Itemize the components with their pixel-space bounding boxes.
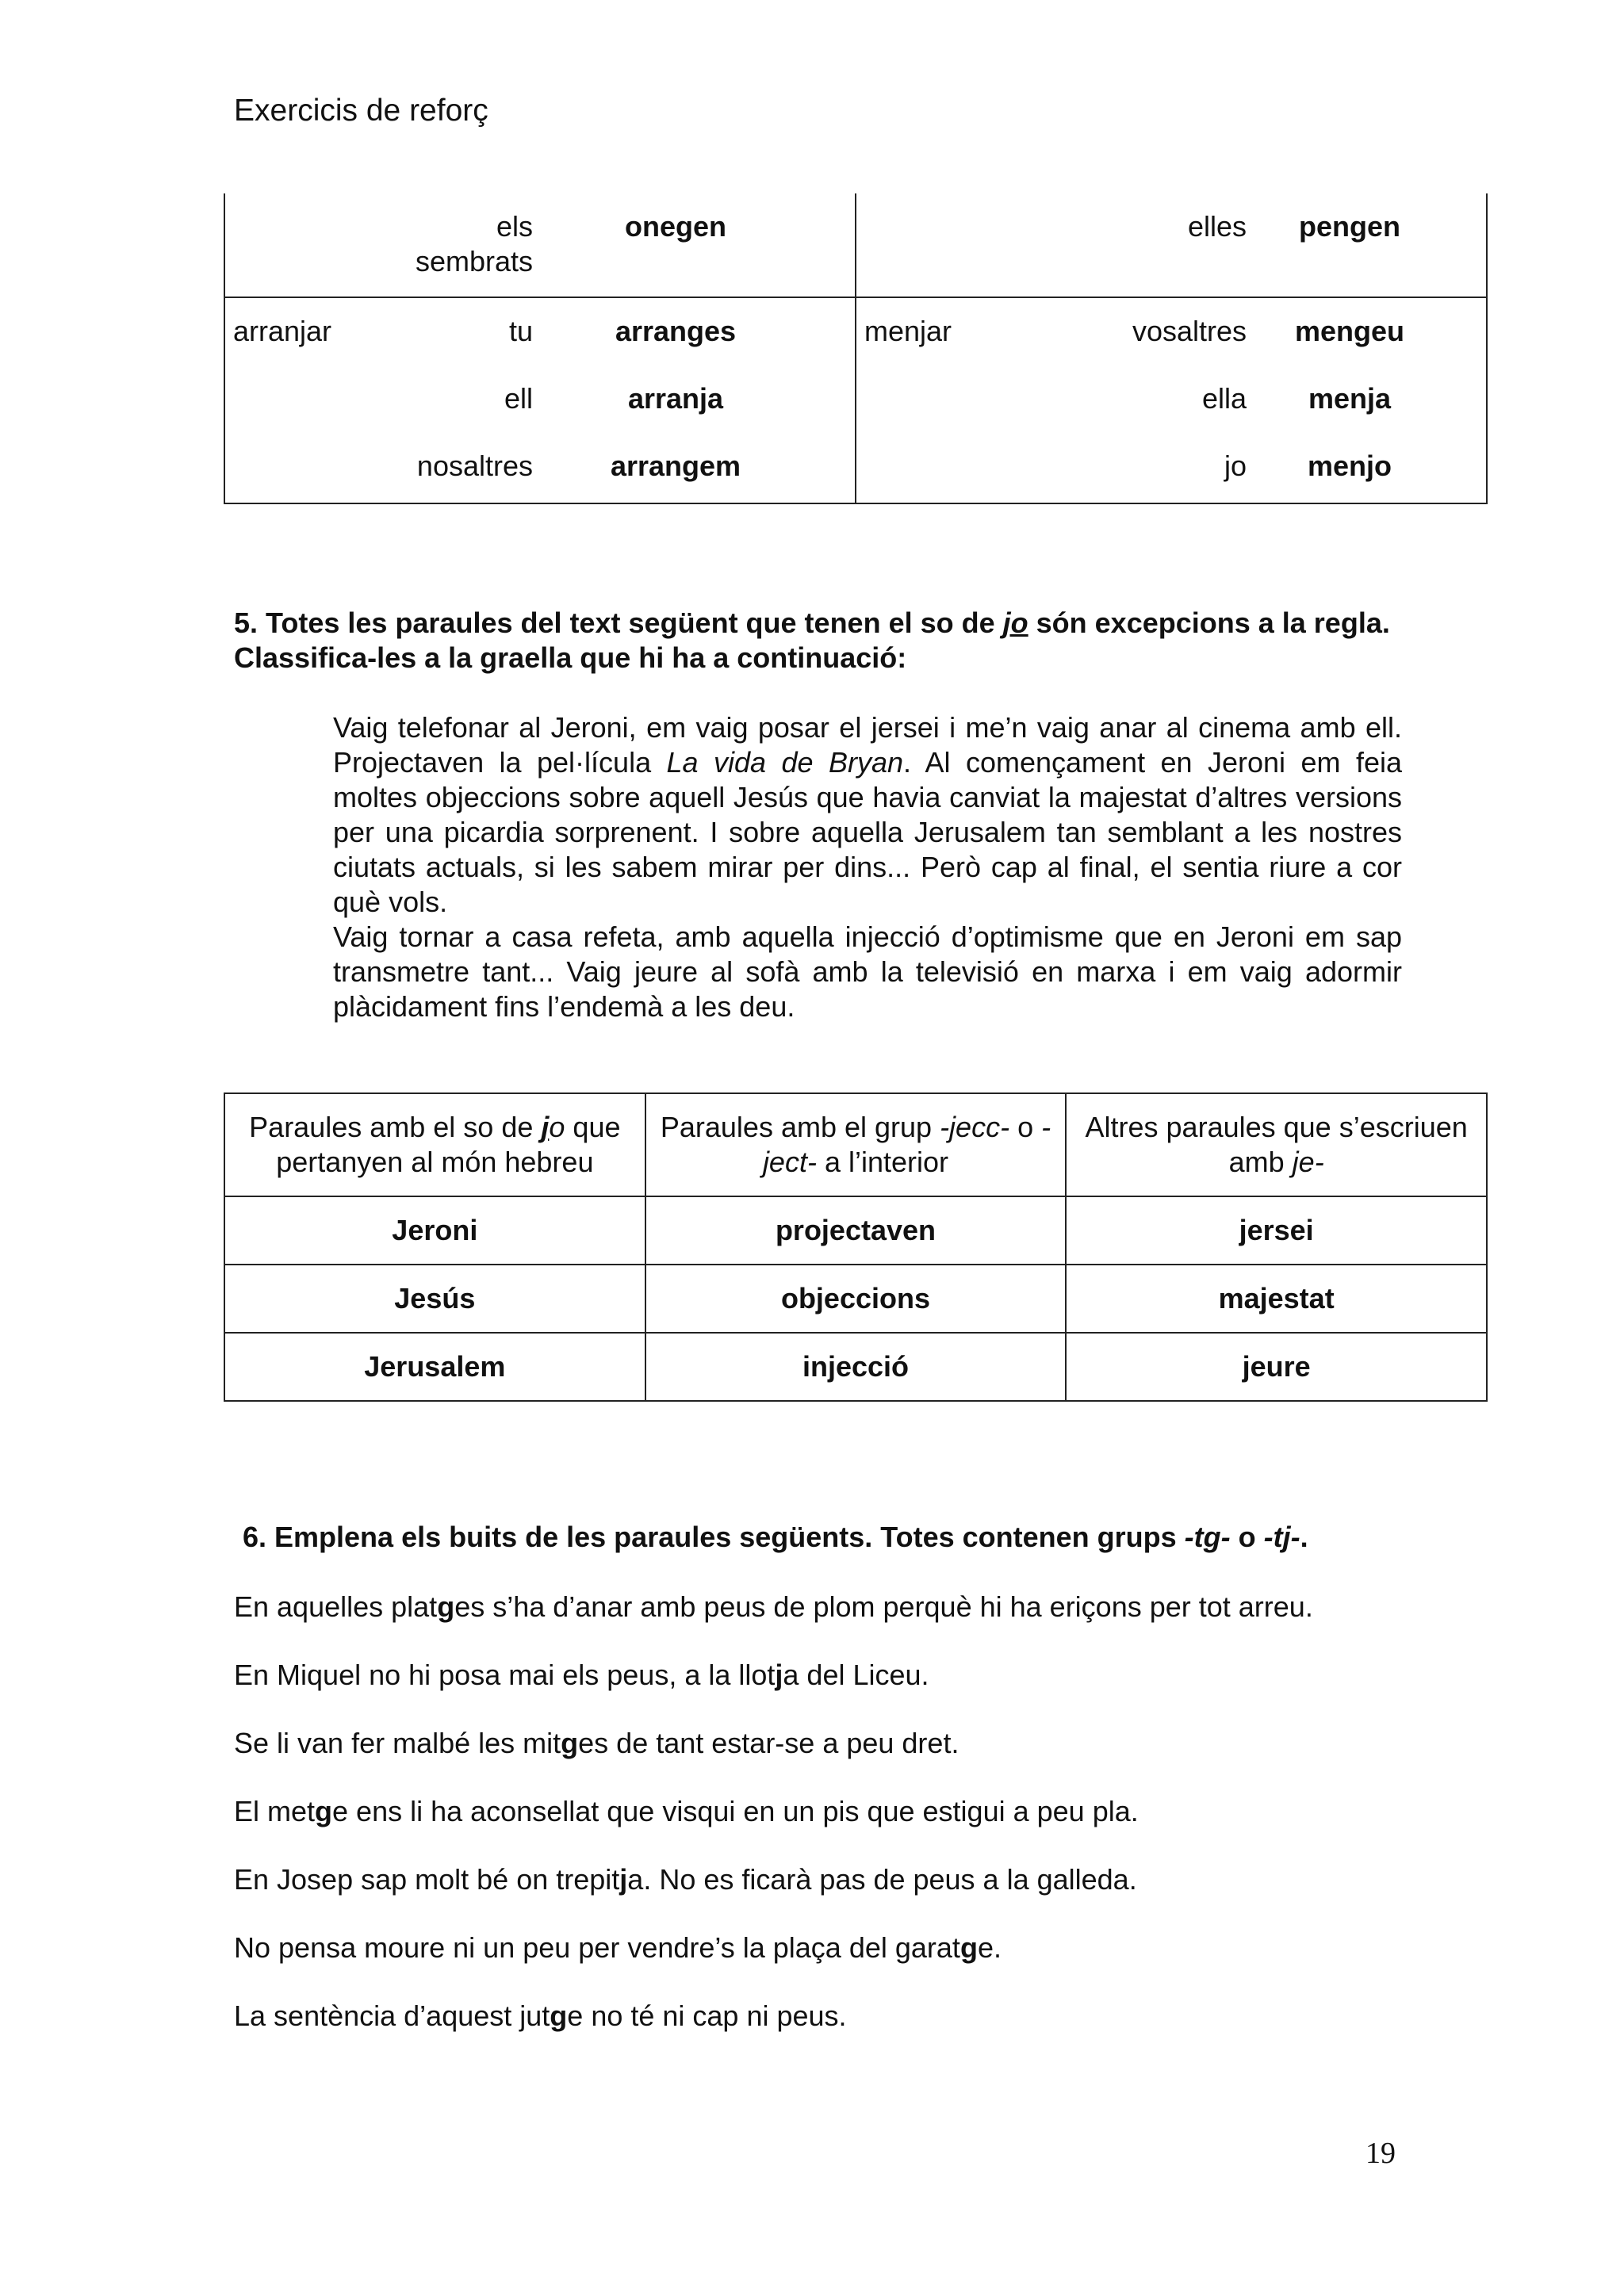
sentence-text: El met	[234, 1795, 316, 1827]
conjugation-table	[224, 193, 1488, 504]
instruction-emphasis: -tg-	[1184, 1521, 1231, 1553]
table-cell: objeccions	[645, 1265, 1067, 1333]
sentence-text: a. No es ficarà pas de peus a la galleda.	[627, 1863, 1137, 1896]
sentence-text: a del Liceu.	[783, 1659, 929, 1691]
pronoun-cell: ell	[504, 382, 533, 415]
verb-form-cell: arranja	[627, 382, 724, 415]
sentence-text: En aquelles plat	[234, 1590, 438, 1623]
header-text: o	[1009, 1111, 1042, 1143]
sentence-text: En Miquel no hi posa mai els peus, a la llot	[234, 1659, 776, 1691]
exercise-sentence	[234, 1863, 1137, 1896]
sentence-text: No pensa moure ni un peu per vendre’s la plaça del garat	[234, 1931, 960, 1964]
pronoun-cell: tu	[508, 315, 533, 347]
column-header-hebrew	[224, 1093, 645, 1196]
filled-blank: g	[550, 1999, 568, 2032]
pronoun-cell: ella	[1201, 382, 1247, 415]
infinitive-cell: arranjar	[233, 315, 332, 347]
table-row	[224, 1265, 1487, 1333]
verb-form-cell: onegen	[624, 210, 726, 243]
filled-blank: g	[959, 1931, 978, 1964]
infinitive-cell: menjar	[864, 315, 952, 347]
passage-text: . Al començament en Jeroni em feia moltes objeccions sobre aquell Jesús que havia canviat la majestat d’altres versions per una picardia sorprenent. I sobre aquella Jerusalem tan semblant a les nostres ciutats actuals, si les sabem mirar per dins... Però cap al final, el sentia riure a cor què vols.	[333, 746, 1402, 918]
table-cell: jersei	[1066, 1196, 1487, 1265]
exercise-sentence	[234, 1795, 1139, 1828]
table-border-bottom	[224, 503, 1488, 504]
column-header-je	[1066, 1093, 1487, 1196]
exercise-sentence	[234, 1727, 959, 1760]
instruction-text: .	[1300, 1521, 1308, 1553]
header-text: a l’interior	[816, 1146, 949, 1178]
pronoun-cell: vosaltres	[1132, 315, 1247, 347]
instruction-emphasis: -tj-	[1263, 1521, 1300, 1553]
verb-form-cell: arrangem	[610, 450, 741, 482]
exercise-sentence	[234, 1590, 1313, 1624]
table-border-middle	[855, 193, 856, 504]
verb-form-cell: menjo	[1307, 450, 1392, 482]
film-title: La vida de Bryan	[666, 746, 904, 779]
sentence-text: e ens li ha aconsellat que visqui en un pis que estigui a peu pla.	[332, 1795, 1139, 1827]
page-number: 19	[1365, 2137, 1396, 2170]
sentence-text: e.	[977, 1931, 1002, 1964]
pronoun-cell: jo	[1224, 450, 1247, 482]
table-border-right	[1486, 193, 1488, 504]
table-cell: jeure	[1066, 1333, 1487, 1401]
header-text: Paraules amb el grup	[660, 1111, 940, 1143]
classification-table	[224, 1093, 1488, 1402]
table-cell: Jesús	[224, 1265, 645, 1333]
exercise-5-passage	[333, 710, 1402, 1024]
header-emphasis: j	[541, 1111, 550, 1143]
instruction-text: 5. Totes les paraules del text següent que tenen el so de	[234, 607, 1003, 639]
table-row-divider	[224, 297, 1488, 298]
exercise-sentence	[234, 1931, 1002, 1965]
header-text: Altres paraules que s’escriuen amb	[1085, 1111, 1468, 1178]
filled-blank: g	[561, 1727, 579, 1759]
filled-blank: g	[437, 1590, 455, 1623]
header-text: que pertanyen al món hebreu	[276, 1111, 621, 1178]
instruction-text: o	[1230, 1521, 1264, 1553]
table-cell: injecció	[645, 1333, 1067, 1401]
instruction-text: són excepcions a la regla. Classifica-les a la graella que hi ha a continuació:	[234, 607, 1390, 674]
sentence-text: es de tant estar-se a peu dret.	[578, 1727, 959, 1759]
verb-form-cell: menja	[1308, 382, 1392, 415]
exercise-sentence	[234, 1999, 847, 2033]
sentence-text: e no té ni cap ni peus.	[567, 1999, 847, 2032]
header-emphasis: -ject-	[762, 1111, 1051, 1178]
table-header-row	[224, 1093, 1487, 1196]
filled-blank: j	[619, 1863, 628, 1896]
pronoun-cell: nosaltres	[416, 450, 533, 482]
passage-paragraph: Vaig tornar a casa refeta, amb aquella injecció d’optimisme que en Jeroni em sap transmetre tant... Vaig jeure al sofà amb la televisió en marxa i em vaig adormir plàcidament fins l’endemà a les deu.	[333, 920, 1402, 1023]
header-text: Paraules amb el so de	[249, 1111, 542, 1143]
table-border-left	[224, 193, 225, 504]
table-row	[224, 1196, 1487, 1265]
instruction-emphasis: jo	[1002, 607, 1028, 639]
table-cell: projectaven	[645, 1196, 1067, 1265]
header-emphasis: -jecc-	[940, 1111, 1010, 1143]
table-cell: Jerusalem	[224, 1333, 645, 1401]
verb-form-cell: mengeu	[1294, 315, 1405, 347]
table-cell: majestat	[1066, 1265, 1487, 1333]
filled-blank: g	[315, 1795, 333, 1827]
column-header-ject	[645, 1093, 1067, 1196]
instruction-text: 6. Emplena els buits de les paraules següents. Totes contenen grups	[243, 1521, 1185, 1553]
sentence-text: es s’ha d’anar amb peus de plom perquè hi ha eriçons per tot arreu.	[454, 1590, 1313, 1623]
sentence-text: En Josep sap molt bé on trepit	[234, 1863, 620, 1896]
sentence-text: Se li van fer malbé les mit	[234, 1727, 561, 1759]
verb-form-cell: pengen	[1298, 210, 1400, 243]
exercise-6-instruction	[243, 1521, 1308, 1554]
page-header: Exercicis de reforç	[234, 94, 488, 128]
passage-text: Vaig telefonar al Jeroni, em vaig posar el jersei i me’n vaig anar al cinema amb ell. Projectaven la pel·lícula	[333, 711, 1402, 779]
exercise-5-instruction	[234, 606, 1408, 675]
passage-paragraph	[333, 710, 1402, 920]
exercise-sentence	[234, 1659, 929, 1692]
table-row	[224, 1333, 1487, 1401]
header-emphasis: o	[549, 1111, 565, 1143]
pronoun-cell: elles	[1187, 210, 1247, 243]
pronoun-cell: els sembrats	[415, 210, 533, 277]
verb-form-cell: arranges	[615, 315, 737, 347]
sentence-text: La sentència d’aquest jut	[234, 1999, 550, 2032]
header-emphasis: je-	[1292, 1146, 1324, 1178]
table-cell: Jeroni	[224, 1196, 645, 1265]
filled-blank: j	[775, 1659, 783, 1691]
